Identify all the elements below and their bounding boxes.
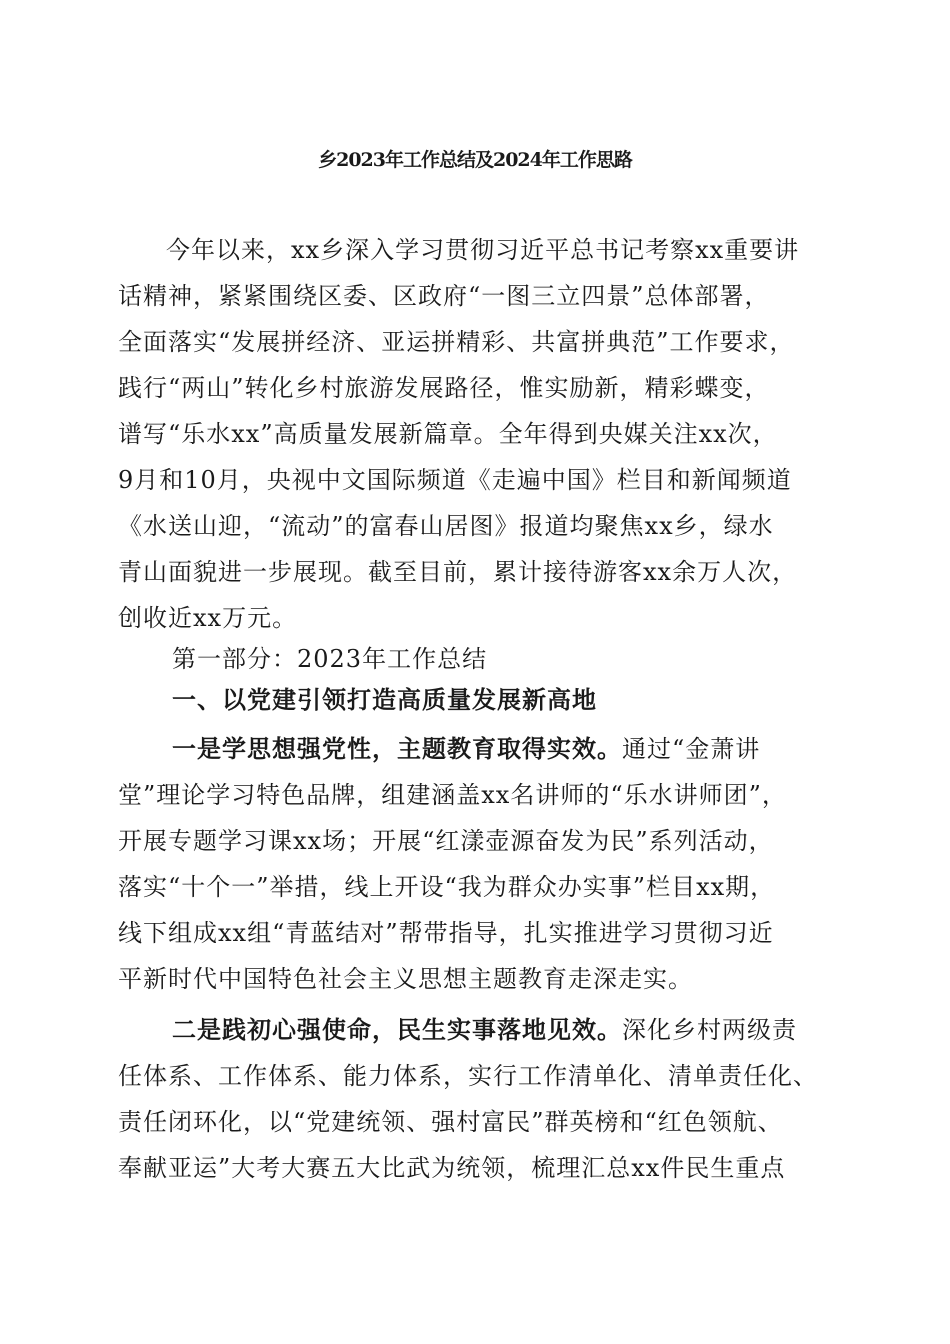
para-two-line-1-rest: 深化乡村两级责 [622, 1016, 797, 1044]
para-two-line-3: 责任闭环化，以“党建统领、强村富民”群英榜和“红色领航、 [118, 1108, 783, 1136]
intro-line-7: 《水送山迎，“流动”的富春山居图》报道均聚焦xx乡，绿水 [118, 512, 774, 540]
para-one-line-1-rest: 通过“金萧讲 [622, 735, 761, 763]
part-heading: 第一部分：2023年工作总结 [172, 645, 488, 673]
para-two-line-4: 奉献亚运”大考大赛五大比武为统领，梳理汇总xx件民生重点 [118, 1154, 786, 1182]
para-one-lead: 一是学思想强党性，主题教育取得实效。 [172, 734, 622, 763]
para-two-line-2: 任体系、工作体系、能力体系，实行工作清单化、清单责任化、 [118, 1062, 818, 1090]
para-two-lead: 二是践初心强使命，民生实事落地见效。 [172, 1015, 622, 1044]
para-two-line-1 [172, 1013, 797, 1047]
para-one-line-3: 开展专题学习课xx场；开展“红漾壶源奋发为民”系列活动， [118, 827, 774, 855]
para-one-line-2: 堂”理论学习特色品牌，组建涵盖xx名讲师的“乐水讲师团”， [118, 781, 787, 809]
section-heading: 一、以党建引领打造高质量发展新高地 [172, 685, 597, 714]
intro-line-8: 青山面貌进一步展现。截至目前，累计接待游客xx余万人次， [118, 558, 798, 586]
intro-line-4: 践行“两山”转化乡村旅游发展路径，惟实励新，精彩蝶变， [118, 374, 770, 402]
para-one-line-6: 平新时代中国特色社会主义思想主题教育走深走实。 [118, 965, 693, 993]
para-one-line-1 [172, 732, 760, 766]
intro-line-1: 今年以来，xx乡深入学习贯彻习近平总书记考察xx重要讲 [166, 236, 800, 264]
para-one-line-4: 落实“十个一”举措，线上开设“我为群众办实事”栏目xx期， [118, 873, 776, 901]
intro-line-2: 话精神，紧紧围绕区委、区政府“一图三立四景”总体部署， [118, 282, 770, 310]
intro-line-9: 创收近xx万元。 [118, 604, 298, 632]
para-one-line-5: 线下组成xx组“青蓝结对”帮带指导，扎实推进学习贯彻习近 [118, 919, 774, 947]
document-title: 乡2023年工作总结及2024年工作思路 [318, 149, 632, 171]
intro-line-5: 谱写“乐水xx”高质量发展新篇章。全年得到央媒关注xx次， [118, 420, 778, 448]
intro-line-3: 全面落实“发展拼经济、亚运拼精彩、共富拼典范”工作要求， [118, 328, 795, 356]
intro-line-6: 9月和10月，央视中文国际频道《走遍中国》栏目和新闻频道 [118, 466, 792, 494]
